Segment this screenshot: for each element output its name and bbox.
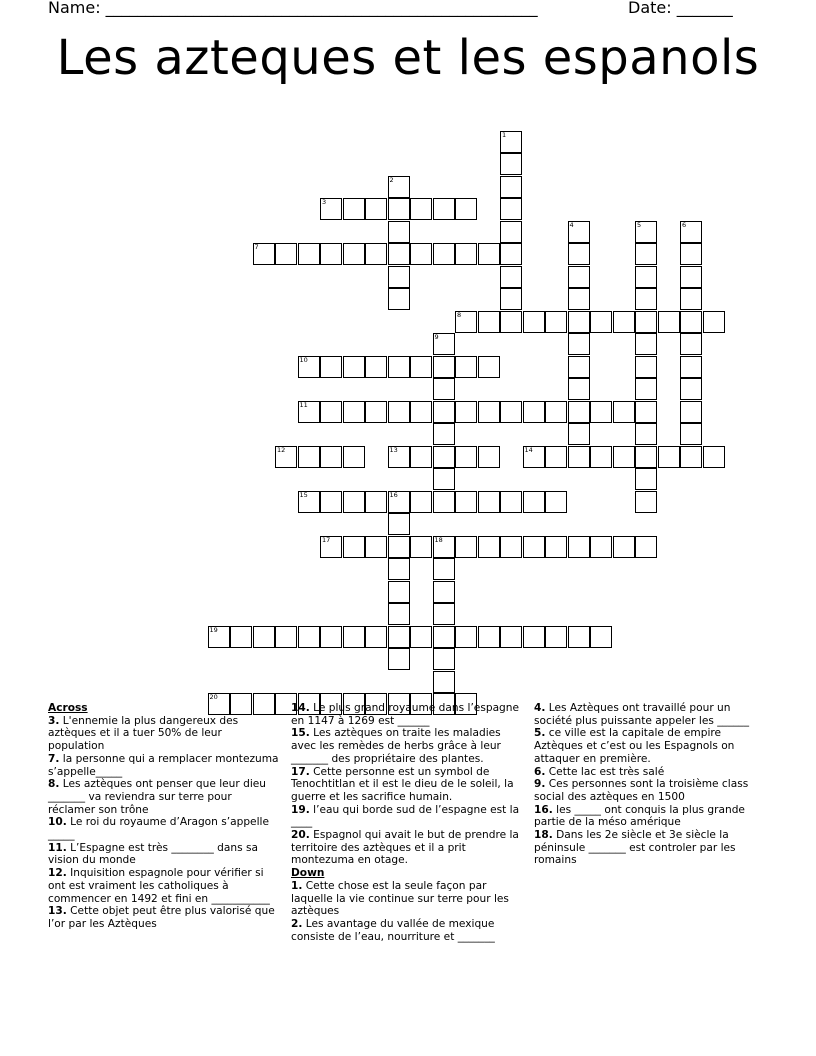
grid-cell[interactable] [568,266,590,288]
grid-cell[interactable] [635,333,657,355]
grid-cell[interactable] [635,311,657,333]
grid-cell[interactable] [253,243,275,265]
down-heading: Down [291,867,325,880]
clue-item [534,829,766,867]
grid-cell[interactable] [388,581,410,603]
clue-number-label: 1. [291,879,303,892]
grid-cell[interactable] [500,221,522,243]
grid-cell[interactable] [388,648,410,670]
grid-cell[interactable] [298,491,320,513]
grid-cell[interactable] [500,198,522,220]
clue-item [48,778,280,816]
grid-cell[interactable] [680,423,702,445]
grid-cell[interactable] [568,356,590,378]
page-title: Les azteques et les espanols [56,30,760,86]
grid-cell[interactable] [478,311,500,333]
grid-cell[interactable] [365,536,387,558]
clue-text: l’eau qui borde sud de l’espagne est la ____ [291,803,520,829]
grid-cell[interactable] [680,221,702,243]
grid-cell[interactable] [523,401,545,423]
clue-item [291,829,523,867]
grid-cell[interactable] [635,401,657,423]
grid-cell[interactable] [455,626,477,648]
grid-cell[interactable] [410,446,432,468]
grid-cell[interactable] [433,378,455,400]
clue-item [534,702,766,727]
grid-cell[interactable] [343,401,365,423]
grid-cell[interactable] [500,243,522,265]
grid-cell[interactable] [388,491,410,513]
grid-cell[interactable] [545,446,567,468]
clue-text: Cette lac est très salé [545,765,665,778]
grid-cell[interactable] [455,536,477,558]
grid-cell[interactable] [635,446,657,468]
grid-cell[interactable] [433,468,455,490]
clue-text: L’Espagne est très ________ dans sa vision du monde [48,841,258,867]
grid-cell[interactable] [298,401,320,423]
clue-number-label: 2. [291,917,303,930]
clue-number-label: 13. [48,905,67,918]
clue-text: ce ville est la capitale de empire Aztèques et c’est ou les Espagnols on attaquer en première. [534,727,735,765]
grid-cell[interactable] [478,446,500,468]
clue-number-label: 15. [291,727,310,740]
grid-cell[interactable] [568,288,590,310]
grid-cell[interactable] [635,243,657,265]
grid-cell[interactable] [275,243,297,265]
grid-cell[interactable] [523,626,545,648]
clue-text: L'ennemie la plus dangereux des aztèques et il a tuer 50% de leur population [48,714,239,753]
clues-column-1 [48,702,280,931]
clue-number-label: 18. [534,829,553,842]
clue-item [48,905,280,930]
clue-number: 11 [299,400,308,409]
clue-text: Le roi du royaume d’Aragon s’appelle _____ [48,816,269,842]
grid-cell[interactable] [433,626,455,648]
grid-cell[interactable] [658,311,680,333]
grid-cell[interactable] [635,288,657,310]
clue-number: 4 [569,220,574,229]
grid-cell[interactable] [230,626,252,648]
clue-number: 6 [682,220,687,229]
grid-cell[interactable] [635,491,657,513]
grid-cell[interactable] [568,446,590,468]
grid-cell[interactable] [680,311,702,333]
grid-cell[interactable] [365,356,387,378]
grid-cell[interactable] [635,378,657,400]
grid-cell[interactable] [500,131,522,153]
clue-item [534,804,766,829]
grid-cell[interactable] [433,356,455,378]
grid-cell[interactable] [320,491,342,513]
clue-number-label: 20. [291,829,310,842]
grid-cell[interactable] [275,626,297,648]
grid-cell[interactable] [635,266,657,288]
clue-text: Inquisition espagnole pour vérifier si ont est vraiment les catholiques à commencer en 1492 et fini en ___________ [48,867,270,905]
grid-cell[interactable] [635,468,657,490]
clue-item [534,766,766,779]
grid-cell[interactable] [388,266,410,288]
clue-number: 20 [209,693,218,701]
grid-cell[interactable] [568,626,590,648]
grid-cell[interactable] [388,513,410,535]
clue-number-label: 14. [291,702,310,714]
grid-cell[interactable] [500,288,522,310]
clue-item [291,918,523,943]
clue-number: 2 [389,175,394,184]
grid-cell[interactable] [680,266,702,288]
clue-number-label: 10. [48,816,67,829]
clue-item [291,880,523,918]
grid-cell[interactable] [320,401,342,423]
grid-cell[interactable] [298,243,320,265]
grid-cell[interactable] [433,198,455,220]
grid-cell[interactable] [343,243,365,265]
grid-cell[interactable] [500,153,522,175]
grid-cell[interactable] [388,558,410,580]
clue-number: 10 [299,355,308,364]
grid-cell[interactable] [298,356,320,378]
grid-cell[interactable] [388,288,410,310]
grid-cell[interactable] [365,198,387,220]
clue-number: 19 [209,625,218,634]
clue-number-label: 17. [291,765,310,778]
grid-cell[interactable] [410,626,432,648]
clue-number-label: 16. [534,803,553,816]
grid-cell[interactable] [568,243,590,265]
grid-cell[interactable] [568,401,590,423]
clue-text: Les avantage du vallée de mexique consiste de l’eau, nourriture et _______ [291,917,495,943]
grid-cell[interactable] [343,198,365,220]
grid-cell[interactable] [365,626,387,648]
clue-number-label: 7. [48,752,60,765]
grid-cell[interactable] [635,356,657,378]
clue-number: 14 [524,445,533,454]
grid-cell[interactable] [298,446,320,468]
grid-cell[interactable] [523,536,545,558]
clue-number-label: 11. [48,841,67,854]
grid-cell[interactable] [635,536,657,558]
grid-cell[interactable] [478,491,500,513]
grid-cell[interactable] [590,401,612,423]
grid-cell[interactable] [478,356,500,378]
clue-text: Dans les 2e siècle et 3e siècle la péninsule _______ est controler par les romains [534,829,736,867]
grid-cell[interactable] [523,491,545,513]
grid-cell[interactable] [590,446,612,468]
clue-number: 7 [254,243,259,251]
clues-column-3 [534,702,766,867]
grid-cell[interactable] [433,671,455,693]
grid-cell[interactable] [500,311,522,333]
name-label: Name: ______________________________________________________ [48,0,538,17]
grid-cell[interactable] [365,491,387,513]
grid-cell[interactable] [500,176,522,198]
grid-cell[interactable] [545,311,567,333]
grid-cell[interactable] [433,243,455,265]
clue-number: 13 [389,445,398,454]
grid-cell[interactable] [455,243,477,265]
clue-number: 3 [322,198,327,206]
grid-cell[interactable] [388,356,410,378]
grid-cell[interactable] [320,446,342,468]
grid-cell[interactable] [433,648,455,670]
grid-cell[interactable] [433,333,455,355]
grid-cell[interactable] [680,378,702,400]
across-heading: Across [48,702,88,714]
clue-text: la personne qui a remplacer montezuma s’appelle_____ [48,752,279,778]
grid-cell[interactable] [613,536,635,558]
grid-cell[interactable] [388,446,410,468]
across-clue-list-continued [291,702,523,867]
clue-text: Le plus grand royaume dans l’espagne en 1147 à 1269 est ______ [291,702,520,727]
grid-cell[interactable] [478,401,500,423]
clue-number-label: 9. [534,778,546,791]
clue-item [48,842,280,867]
grid-cell[interactable] [568,423,590,445]
grid-cell[interactable] [680,356,702,378]
grid-cell[interactable] [365,243,387,265]
grid-cell[interactable] [410,536,432,558]
clue-number: 9 [434,333,439,341]
clue-number-label: 19. [291,803,310,816]
grid-cell[interactable] [433,491,455,513]
grid-cell[interactable] [680,243,702,265]
clue-text: Les Aztèques ont travaillé pour un société plus puissante appeler les ______ [534,702,750,727]
grid-cell[interactable] [455,446,477,468]
grid-cell[interactable] [343,536,365,558]
grid-cell[interactable] [343,626,365,648]
clue-text: Cette objet peut être plus valorisé que l’or par les Aztèques [48,905,275,930]
grid-cell[interactable] [500,626,522,648]
grid-cell[interactable] [568,378,590,400]
clue-text: Les aztèques on traite les maladies avec les remèdes de herbs grâce à leur _______ des propriétaire des plantes. [291,727,501,765]
clue-number-label: 8. [48,778,60,791]
grid-cell[interactable] [635,221,657,243]
grid-cell[interactable] [613,401,635,423]
grid-cell[interactable] [680,288,702,310]
clue-item [48,715,280,753]
clue-item [48,753,280,778]
grid-cell[interactable] [500,401,522,423]
grid-cell[interactable] [545,536,567,558]
clue-text: Cette chose est la seule façon par laquelle la vie continue sur terre pour les aztèques [291,879,509,918]
clue-text: Cette personne est un symbol de Tenochtitlan et il est le dieu de le soleil, la guerre et les sacrifice humain. [291,765,514,803]
grid-cell[interactable] [275,446,297,468]
grid-cell[interactable] [320,626,342,648]
grid-cell[interactable] [410,243,432,265]
clue-item [48,816,280,841]
grid-cell[interactable] [545,401,567,423]
grid-cell[interactable] [500,491,522,513]
grid-cell[interactable] [320,356,342,378]
grid-cell[interactable] [455,401,477,423]
clue-item [534,778,766,803]
grid-cell[interactable] [703,446,725,468]
grid-cell[interactable] [433,536,455,558]
grid-cell[interactable] [433,446,455,468]
grid-cell[interactable] [343,446,365,468]
grid-cell[interactable] [388,603,410,625]
grid-cell[interactable] [545,626,567,648]
grid-cell[interactable] [680,446,702,468]
grid-cell[interactable] [365,401,387,423]
grid-cell[interactable] [500,536,522,558]
grid-cell[interactable] [590,311,612,333]
clue-number: 16 [389,490,398,499]
grid-cell[interactable] [545,491,567,513]
down-clue-list-continued [534,702,766,867]
grid-cell[interactable] [478,243,500,265]
grid-cell[interactable] [455,491,477,513]
grid-cell[interactable] [523,446,545,468]
grid-cell[interactable] [523,311,545,333]
clue-number: 18 [434,535,443,544]
clue-number-label: 4. [534,702,546,714]
clues-column-2 [291,702,523,943]
grid-cell[interactable] [253,626,275,648]
grid-cell[interactable] [343,356,365,378]
clue-item [291,727,523,765]
grid-cell[interactable] [388,243,410,265]
clue-item [48,867,280,905]
clue-number-label: 6. [534,765,546,778]
grid-cell[interactable] [433,401,455,423]
grid-cell[interactable] [388,401,410,423]
grid-cell[interactable] [388,626,410,648]
clue-text: Ces personnes sont la troisième class social des aztèques en 1500 [534,778,749,803]
grid-cell[interactable] [388,221,410,243]
clue-number-label: 3. [48,714,60,727]
grid-cell[interactable] [568,536,590,558]
grid-cell[interactable] [500,266,522,288]
grid-cell[interactable] [433,603,455,625]
grid-cell[interactable] [455,311,477,333]
grid-cell[interactable] [478,536,500,558]
clue-number-label: 5. [534,727,546,740]
across-clue-list [48,715,280,931]
grid-cell[interactable] [613,446,635,468]
grid-cell[interactable] [433,581,455,603]
clue-number: 15 [299,490,308,499]
grid-cell[interactable] [568,311,590,333]
grid-cell[interactable] [320,243,342,265]
grid-cell[interactable] [703,311,725,333]
clue-number-label: 12. [48,867,67,880]
clue-number: 5 [637,220,642,229]
clue-number: 8 [457,310,462,319]
grid-cell[interactable] [410,401,432,423]
grid-cell[interactable] [410,198,432,220]
clue-item [291,702,523,727]
clue-number: 17 [322,535,331,544]
clue-text: Les aztèques ont penser que leur dieu _______ va reviendra sur terre pour réclamer son trône [48,778,267,816]
clue-item [291,804,523,829]
grid-cell[interactable] [455,356,477,378]
grid-cell[interactable] [433,423,455,445]
grid-cell[interactable] [208,626,230,648]
clue-item [534,727,766,765]
clue-item [291,766,523,804]
grid-cell[interactable] [455,198,477,220]
grid-cell[interactable] [388,198,410,220]
grid-cell[interactable] [680,333,702,355]
grid-cell[interactable] [410,356,432,378]
grid-cell[interactable] [388,536,410,558]
grid-cell[interactable] [320,536,342,558]
grid-cell[interactable] [590,626,612,648]
grid-cell[interactable] [568,221,590,243]
grid-cell[interactable] [320,198,342,220]
grid-cell[interactable] [433,558,455,580]
grid-cell[interactable] [590,536,612,558]
clue-number: 12 [277,445,286,454]
grid-cell[interactable] [298,626,320,648]
grid-cell[interactable] [568,333,590,355]
grid-cell[interactable] [613,311,635,333]
grid-cell[interactable] [635,423,657,445]
grid-cell[interactable] [478,626,500,648]
grid-cell[interactable] [388,176,410,198]
clue-text: Espagnol qui avait le but de prendre la territoire des aztèques et il a prit montezuma en otage. [291,829,519,867]
clue-text: les _____ ont conquis la plus grande partie de la méso amérique [534,803,745,829]
date-label: Date: _______ [628,0,733,17]
grid-cell[interactable] [410,491,432,513]
down-clue-list [291,880,523,944]
clue-number: 1 [502,130,507,139]
grid-cell[interactable] [343,491,365,513]
grid-cell[interactable] [658,446,680,468]
grid-cell[interactable] [680,401,702,423]
